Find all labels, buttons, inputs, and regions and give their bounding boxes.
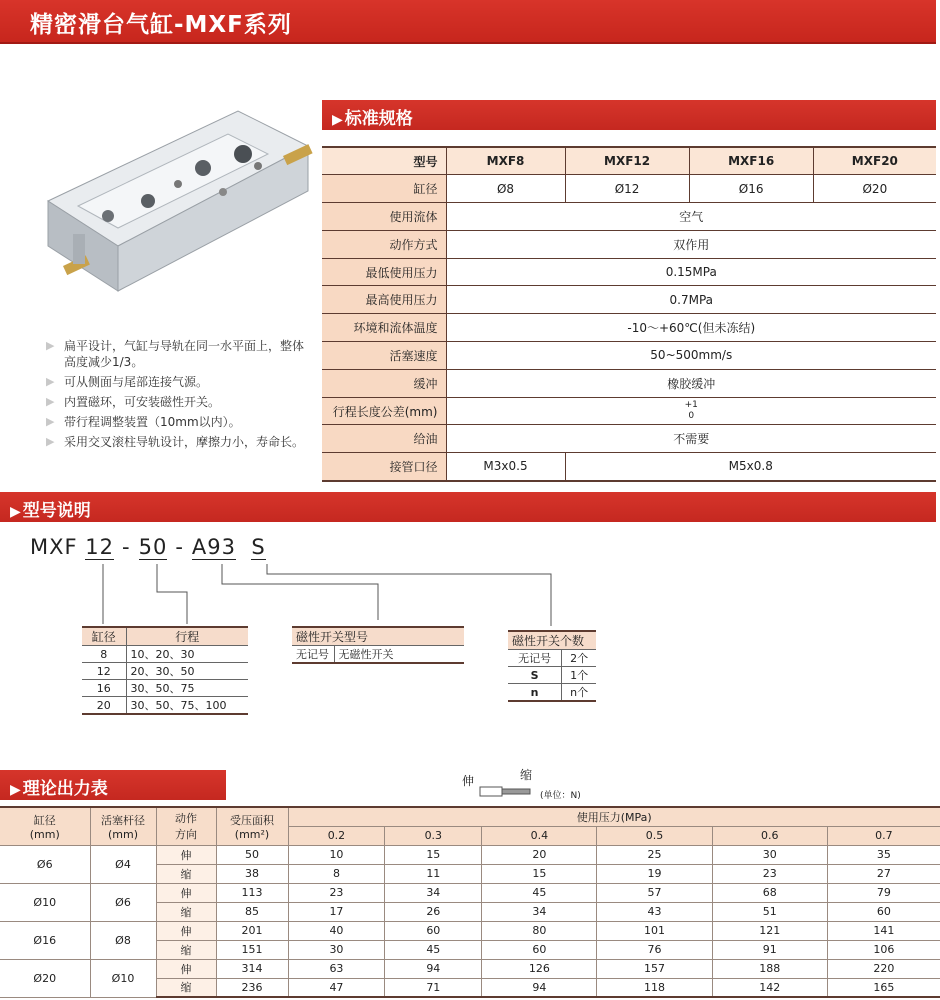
force-value-cell: 80 — [482, 921, 597, 940]
stroke-cell: 30、50、75 — [126, 680, 248, 697]
force-value-cell: 45 — [385, 940, 482, 959]
spec-header-label: 型号 — [322, 147, 446, 175]
spec-row-value: -10～+60℃(但未冻结) — [446, 314, 936, 342]
force-value-cell: 30 — [712, 845, 827, 864]
force-value-cell: 63 — [288, 959, 385, 978]
force-value-cell: 35 — [827, 845, 940, 864]
model-name: MXF12 — [565, 147, 689, 175]
bore-cell: Ø10 — [0, 883, 90, 921]
count-value-cell: 1个 — [562, 667, 596, 684]
tolerance-value — [446, 397, 936, 425]
bore-col-header: 缸径 — [82, 627, 126, 646]
stroke-cell: 20、30、50 — [126, 663, 248, 680]
bore-cell: 8 — [82, 646, 126, 663]
model-stroke-code: 50 — [138, 535, 168, 559]
force-value-cell: 17 — [288, 902, 385, 921]
bullet-icon: ▶ — [46, 375, 55, 388]
force-row — [0, 921, 940, 940]
area-cell: 201 — [216, 921, 288, 940]
bore-header: 缸径 (mm) — [0, 807, 90, 845]
bore-cell: Ø20 — [0, 959, 90, 997]
feature-item: ▶ 采用交叉滚柱导轨设计，摩擦力小，寿命长。 — [46, 435, 305, 449]
force-value-cell: 188 — [712, 959, 827, 978]
area-cell: 151 — [216, 940, 288, 959]
model-prefix: MXF — [30, 535, 78, 559]
oil-label: 给油 — [322, 425, 446, 453]
force-section-title: 理论出力表 — [22, 779, 108, 799]
force-value-cell: 68 — [712, 883, 827, 902]
port-value: M3x0.5 — [446, 453, 565, 481]
force-value-cell: 126 — [482, 959, 597, 978]
pressure-value: 0.2 — [288, 826, 385, 845]
title-banner — [0, 0, 936, 44]
port-label: 接管口径 — [322, 453, 446, 481]
cylinder-product-image — [28, 106, 318, 316]
bullet-icon: ▶ — [46, 395, 55, 408]
force-value-cell: 27 — [827, 864, 940, 883]
bullet-icon: ▶ — [46, 435, 55, 448]
force-table — [0, 806, 940, 998]
count-code-cell: S — [508, 667, 562, 684]
force-value-cell: 23 — [288, 883, 385, 902]
count-code-cell: n — [508, 684, 562, 702]
force-value-cell: 25 — [597, 845, 712, 864]
force-value-cell: 91 — [712, 940, 827, 959]
spec-row-value: 双作用 — [446, 230, 936, 258]
model-name: MXF20 — [813, 147, 936, 175]
area-cell: 236 — [216, 978, 288, 997]
force-row — [0, 845, 940, 864]
tolerance-label: 行程长度公差(mm) — [322, 397, 446, 425]
page-title: 精密滑台气缸-MXF系列 — [30, 12, 292, 38]
pressure-header: 使用压力(MPa) — [288, 807, 940, 826]
bore-value: Ø8 — [446, 175, 565, 203]
spec-row-label: 活塞速度 — [322, 342, 446, 370]
model-code — [30, 535, 266, 560]
model-section-bar — [0, 492, 936, 522]
force-value-cell: 34 — [482, 902, 597, 921]
force-value-cell: 76 — [597, 940, 712, 959]
bore-value: Ø20 — [813, 175, 936, 203]
bore-stroke-table — [82, 626, 248, 715]
force-value-cell: 47 — [288, 978, 385, 997]
force-table-body — [0, 845, 940, 997]
direction-cell: 伸 — [156, 845, 216, 864]
arrow-right-icon: ▶ — [332, 112, 343, 128]
bore-label: 缸径 — [322, 175, 446, 203]
count-value-cell: 2个 — [562, 650, 596, 667]
stroke-col-header: 行程 — [126, 627, 248, 646]
force-value-cell: 142 — [712, 978, 827, 997]
force-value-cell: 60 — [482, 940, 597, 959]
force-value-cell: 101 — [597, 921, 712, 940]
force-value-cell: 220 — [827, 959, 940, 978]
force-value-cell: 23 — [712, 864, 827, 883]
switch-type-table — [292, 626, 464, 664]
port-value: M5x0.8 — [565, 453, 936, 481]
direction-cell: 伸 — [156, 959, 216, 978]
spec-table — [322, 146, 936, 482]
pressure-value: 0.4 — [482, 826, 597, 845]
stroke-cell: 10、20、30 — [126, 646, 248, 663]
switch-count-table — [508, 630, 596, 702]
force-value-cell: 106 — [827, 940, 940, 959]
rod-cell: Ø8 — [90, 921, 156, 959]
force-value-cell: 15 — [482, 864, 597, 883]
legend-extend: 伸 — [462, 774, 475, 788]
switch-count-header: 磁性开关个数 — [508, 631, 596, 650]
bore-cell: 16 — [82, 680, 126, 697]
direction-cell: 伸 — [156, 921, 216, 940]
force-value-cell: 10 — [288, 845, 385, 864]
spec-row-label: 缓冲 — [322, 369, 446, 397]
force-value-cell: 26 — [385, 902, 482, 921]
direction-header: 动作 方向 — [156, 807, 216, 845]
force-value-cell: 19 — [597, 864, 712, 883]
direction-legend — [458, 766, 588, 802]
force-value-cell: 20 — [482, 845, 597, 864]
force-value-cell: 71 — [385, 978, 482, 997]
force-value-cell: 30 — [288, 940, 385, 959]
arrow-right-icon: ▶ — [10, 782, 21, 798]
spec-row-value: 空气 — [446, 203, 936, 231]
area-cell: 113 — [216, 883, 288, 902]
force-value-cell: 79 — [827, 883, 940, 902]
leader-lines — [0, 560, 940, 630]
spec-row-value: 50~500mm/s — [446, 342, 936, 370]
area-cell: 38 — [216, 864, 288, 883]
model-name: MXF16 — [689, 147, 813, 175]
force-value-cell: 43 — [597, 902, 712, 921]
legend-retract: 缩 — [520, 768, 533, 782]
spec-row-value: 0.7MPa — [446, 286, 936, 314]
pressure-value: 0.6 — [712, 826, 827, 845]
rod-cell: Ø10 — [90, 959, 156, 997]
force-value-cell: 94 — [482, 978, 597, 997]
force-value-cell: 51 — [712, 902, 827, 921]
force-value-cell: 121 — [712, 921, 827, 940]
spec-row-value: 0.15MPa — [446, 258, 936, 286]
pressure-value: 0.5 — [597, 826, 712, 845]
model-switch-code: A93 — [191, 535, 236, 559]
force-value-cell: 60 — [827, 902, 940, 921]
bore-cell: 12 — [82, 663, 126, 680]
direction-cell: 缩 — [156, 902, 216, 921]
tolerance-lower: 0 — [688, 411, 695, 422]
rod-cell: Ø4 — [90, 845, 156, 883]
spec-row-label: 动作方式 — [322, 230, 446, 258]
spec-row-value: 橡胶缓冲 — [446, 369, 936, 397]
feature-list — [44, 338, 314, 454]
oil-value: 不需要 — [446, 425, 936, 453]
bore-cell: 20 — [82, 697, 126, 715]
force-section-bar — [0, 770, 226, 800]
tolerance-upper: +1 — [684, 400, 698, 411]
force-value-cell: 45 — [482, 883, 597, 902]
feature-item: ▶ 可从侧面与尾部连接气源。 — [46, 375, 209, 389]
force-value-cell: 165 — [827, 978, 940, 997]
code-dash: - — [122, 535, 131, 559]
bore-value: Ø12 — [565, 175, 689, 203]
feature-item: ▶ 带行程调整装置（10mm以内）。 — [46, 415, 241, 429]
spec-section-title: 标准规格 — [344, 109, 413, 129]
switch-code-cell: 无记号 — [292, 646, 334, 664]
feature-item: ▶ 扁平设计，气缸与导轨在同一水平面上，整体高度减少1/3。 — [46, 339, 305, 369]
force-value-cell: 57 — [597, 883, 712, 902]
bullet-icon: ▶ — [46, 339, 55, 352]
spec-section-bar — [322, 100, 936, 130]
bullet-icon: ▶ — [46, 415, 55, 428]
force-value-cell: 60 — [385, 921, 482, 940]
pressure-value: 0.3 — [385, 826, 482, 845]
feature-item: ▶ 内置磁环，可安装磁性开关。 — [46, 395, 221, 409]
stroke-cell: 30、50、75、100 — [126, 697, 248, 715]
unit-label: (单位：N) — [540, 791, 581, 801]
pressure-value: 0.7 — [827, 826, 940, 845]
direction-cell: 缩 — [156, 978, 216, 997]
force-value-cell: 34 — [385, 883, 482, 902]
area-cell: 314 — [216, 959, 288, 978]
count-value-cell: n个 — [562, 684, 596, 702]
force-value-cell: 141 — [827, 921, 940, 940]
rod-cell: Ø6 — [90, 883, 156, 921]
direction-cell: 缩 — [156, 940, 216, 959]
model-bore-code: 12 — [85, 535, 115, 559]
switch-desc-cell: 无磁性开关 — [334, 646, 464, 664]
model-name: MXF8 — [446, 147, 565, 175]
cylinder-legend-icon — [478, 784, 534, 800]
direction-cell: 缩 — [156, 864, 216, 883]
bore-cell: Ø16 — [0, 921, 90, 959]
force-value-cell: 11 — [385, 864, 482, 883]
count-code-cell: 无记号 — [508, 650, 562, 667]
spec-row-label: 最低使用压力 — [322, 258, 446, 286]
bore-cell: Ø6 — [0, 845, 90, 883]
model-count-code: S — [251, 535, 266, 559]
arrow-right-icon: ▶ — [10, 504, 21, 520]
spec-row-label: 最高使用压力 — [322, 286, 446, 314]
bore-value: Ø16 — [689, 175, 813, 203]
area-cell: 50 — [216, 845, 288, 864]
area-header: 受压面积 (mm²) — [216, 807, 288, 845]
area-cell: 85 — [216, 902, 288, 921]
force-value-cell: 15 — [385, 845, 482, 864]
force-value-cell: 118 — [597, 978, 712, 997]
force-value-cell: 8 — [288, 864, 385, 883]
force-value-cell: 40 — [288, 921, 385, 940]
switch-type-header: 磁性开关型号 — [292, 627, 464, 646]
code-dash: - — [175, 535, 184, 559]
force-value-cell: 157 — [597, 959, 712, 978]
direction-cell: 伸 — [156, 883, 216, 902]
model-section-title: 型号说明 — [22, 501, 91, 521]
force-row — [0, 959, 940, 978]
spec-row-label: 环境和流体温度 — [322, 314, 446, 342]
spec-row-label: 使用流体 — [322, 203, 446, 231]
force-value-cell: 94 — [385, 959, 482, 978]
force-row — [0, 883, 940, 902]
rod-header: 活塞杆径 (mm) — [90, 807, 156, 845]
